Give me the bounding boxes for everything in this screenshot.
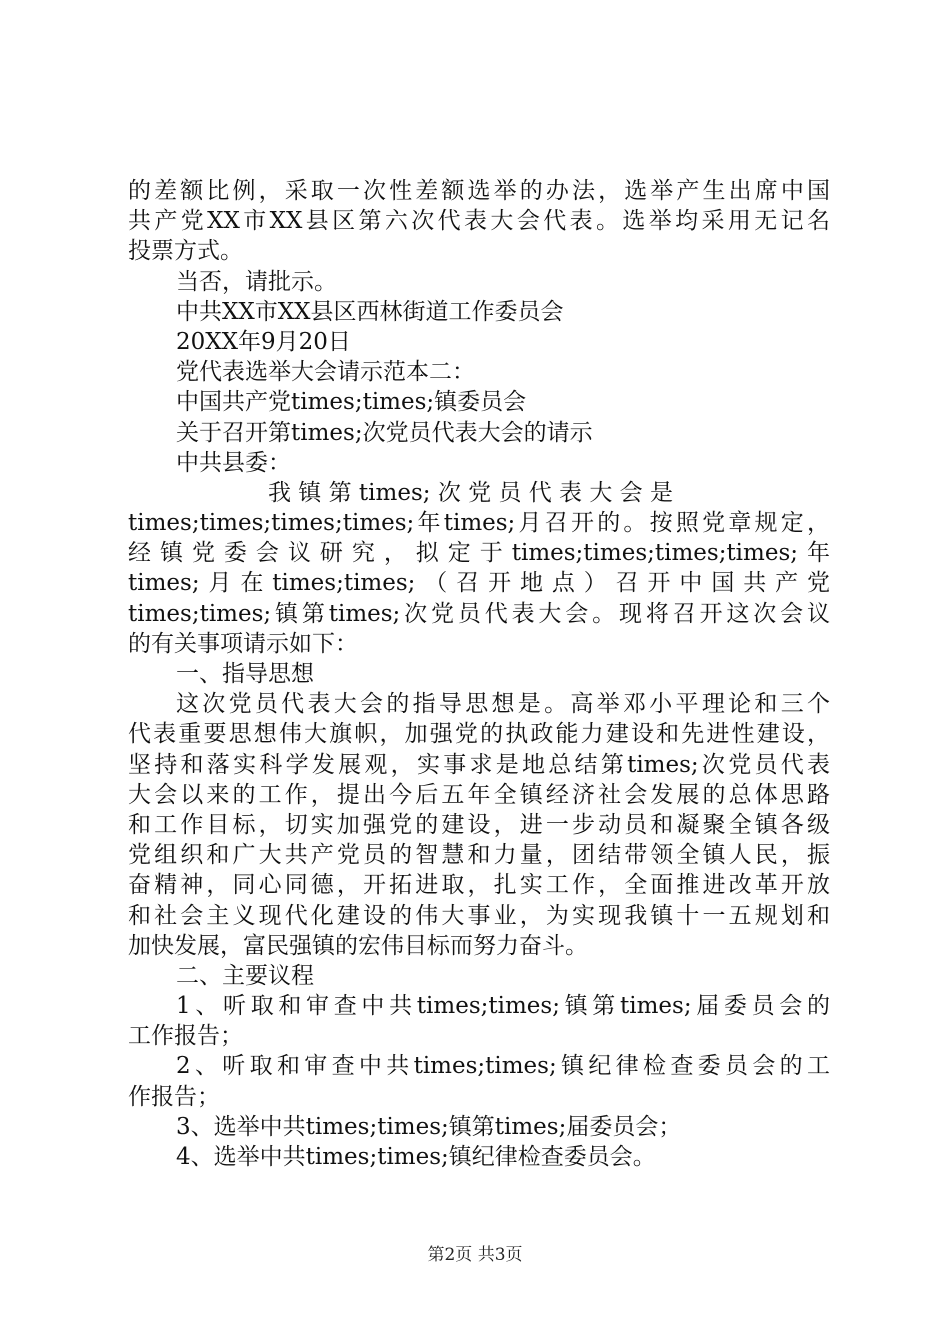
text-line: 的差额比例，采取一次性差额选举的办法，选举产生出席中国 <box>128 178 830 204</box>
text-line: 中国共产党times;times;镇委员会 <box>176 389 527 416</box>
text-line: 党组织和广大共产党员的智慧和力量，团结带领全镇人民，振 <box>128 842 830 869</box>
text-line: 加快发展，富民强镇的宏伟目标而努力奋斗。 <box>128 932 588 959</box>
text-line: 坚持和落实科学发展观，实事求是地总结第times;次党员代表 <box>128 751 830 778</box>
page-number: 第2页 共3页 <box>427 1245 523 1265</box>
text-line: 中共XX市XX县区西林街道工作委员会 <box>176 298 564 325</box>
text-line: 代表重要思想伟大旗帜，加强党的执政能力建设和先进性建设， <box>128 721 830 748</box>
agenda-item: 4、选举中共times;times;镇纪律检查委员会。 <box>176 1144 656 1170</box>
text-line: 的有关事项请示如下： <box>128 630 358 657</box>
text-line: times;月在times;times;（召开地点）召开中国共产党 <box>128 570 830 597</box>
agenda-item: 2、听取和审查中共times;times;镇纪律检查委员会的工 <box>176 1053 830 1080</box>
text-line: times;times;镇第times;次党员代表大会。现将召开这次会议 <box>128 600 830 627</box>
text-line: 这次党员代表大会的指导思想是。高举邓小平理论和三个 <box>176 691 830 718</box>
text-line: 奋精神，同心同德，开拓进取，扎实工作，全面推进改革开放 <box>128 872 830 899</box>
document-body <box>128 176 830 1172</box>
text-line: 我 镇 第 times; 次 党 员 代 表 大 会 是 <box>268 479 673 506</box>
text-line: 和工作目标，切实加强党的建设，进一步动员和凝聚全镇各级 <box>128 811 830 838</box>
text-line: 和社会主义现代化建设的伟大事业，为实现我镇十一五规划和 <box>128 902 830 929</box>
text-line: 经镇党委会议研究，拟定于times;times;times;times;年 <box>128 540 830 567</box>
text-line: 中共县委： <box>176 449 291 476</box>
agenda-item: 1、听取和审查中共times;times;镇第times;届委员会的 <box>176 993 830 1020</box>
text-line: 工作报告； <box>128 1023 243 1050</box>
text-line: times;times;times;times;年times;月召开的。按照党章规定， <box>128 510 830 537</box>
text-line: 党代表选举大会请示范本二： <box>176 359 475 386</box>
section-heading: 二、主要议程 <box>176 962 314 989</box>
section-heading: 一、指导思想 <box>176 661 314 687</box>
text-line: 投票方式。 <box>128 238 243 265</box>
text-line: 共产党XX市XX县区第六次代表大会代表。选举均采用无记名 <box>128 208 830 235</box>
text-line: 大会以来的工作，提出今后五年全镇经济社会发展的总体思路 <box>128 781 830 808</box>
text-line: 关于召开第times;次党员代表大会的请示 <box>176 419 593 446</box>
text-line: 作报告； <box>128 1083 220 1110</box>
text-line: 20XX年9月20日 <box>176 328 351 355</box>
text-line: 当否，请批示。 <box>176 268 337 295</box>
agenda-item: 3、选举中共times;times;镇第times;届委员会； <box>176 1113 682 1140</box>
